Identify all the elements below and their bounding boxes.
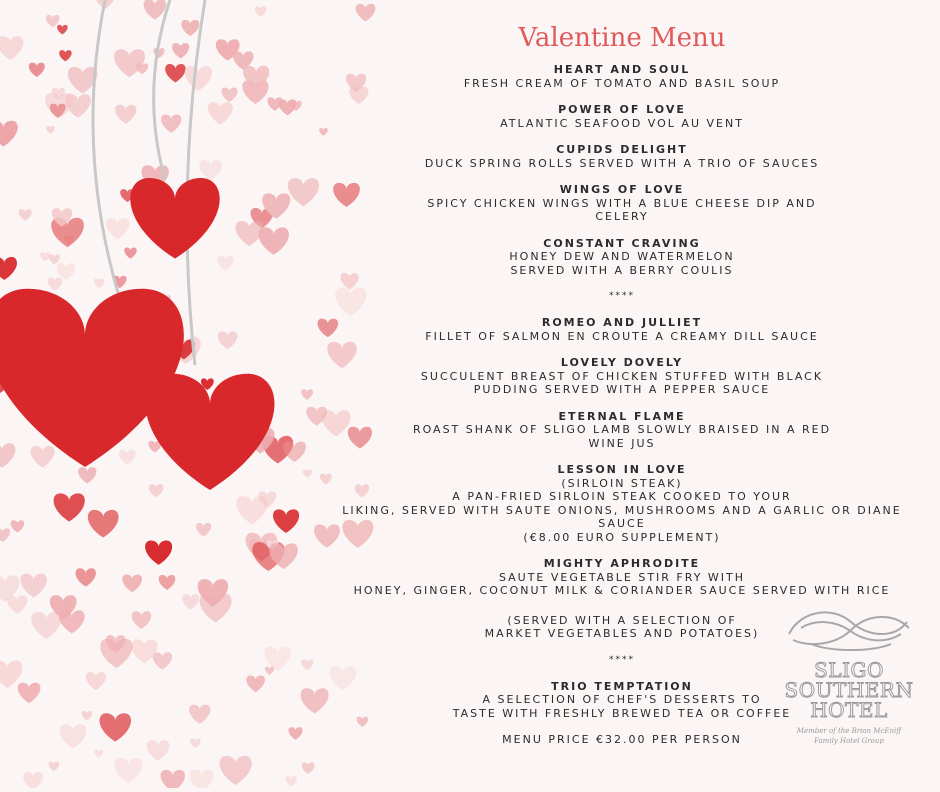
small-heart-icon bbox=[11, 520, 25, 532]
small-heart-icon bbox=[48, 278, 63, 291]
small-heart-icon bbox=[54, 493, 85, 521]
small-heart-icon bbox=[161, 115, 181, 133]
small-heart-icon bbox=[273, 509, 299, 533]
small-heart-icon bbox=[255, 6, 267, 17]
small-heart-icon bbox=[94, 750, 103, 758]
small-heart-icon bbox=[106, 218, 130, 239]
small-heart-icon bbox=[172, 43, 189, 58]
small-heart-icon bbox=[49, 254, 60, 264]
small-heart-icon bbox=[196, 523, 211, 537]
item-line: TASTE WITH FRESHLY BREWED TEA OR COFFEE bbox=[452, 706, 792, 720]
small-heart-icon bbox=[145, 540, 172, 564]
item-line: A PAN-FRIED SIRLOIN STEAK COOKED TO YOUR bbox=[452, 490, 792, 503]
small-heart-icon bbox=[18, 683, 41, 704]
logo-line: HOTEL bbox=[810, 698, 888, 722]
item-line: ROAST SHANK OF SLIGO LAMB SLOWLY BRAISED IN A RED bbox=[412, 423, 832, 436]
small-heart-icon bbox=[0, 257, 17, 280]
small-heart-icon bbox=[0, 36, 23, 60]
small-heart-icon bbox=[86, 672, 106, 690]
small-heart-icon bbox=[0, 528, 10, 542]
ribbon-string bbox=[154, 0, 170, 180]
small-heart-icon bbox=[356, 4, 376, 22]
small-heart-icon bbox=[199, 160, 222, 180]
small-heart-icon bbox=[57, 263, 76, 280]
small-heart-icon bbox=[31, 446, 55, 468]
small-heart-icon bbox=[46, 15, 60, 27]
small-heart-icon bbox=[46, 126, 55, 134]
small-heart-icon bbox=[122, 574, 142, 592]
ribbon-string bbox=[93, 0, 120, 300]
small-heart-icon bbox=[217, 256, 234, 271]
small-heart-icon bbox=[114, 758, 142, 783]
menu-item bbox=[318, 463, 926, 544]
small-heart-icon bbox=[40, 252, 50, 261]
item-line: HONEY, GINGER, COCONUT MILK & CORIANDER SAUCE SERVED WITH RICE bbox=[353, 584, 891, 597]
small-heart-icon bbox=[7, 595, 27, 613]
small-heart-icon bbox=[60, 724, 87, 748]
item-line: CELERY bbox=[595, 210, 649, 223]
item-line: PUDDING SERVED WITH A PEPPER SAUCE bbox=[473, 383, 771, 396]
small-heart-icon bbox=[218, 331, 238, 349]
separator: **** bbox=[609, 654, 635, 665]
menu-item bbox=[318, 410, 926, 451]
note-line: (SERVED WITH A SELECTION OF bbox=[507, 613, 737, 627]
item-line: SERVED WITH A BERRY COULIS bbox=[510, 263, 734, 277]
menu-item bbox=[318, 316, 926, 343]
item-line: FILLET OF SALMON EN CROUTE A CREAMY DILL SAUCE bbox=[425, 329, 819, 343]
large-heart-icon bbox=[0, 289, 184, 467]
item-line: SPICY CHICKEN WINGS WITH A BLUE CHEESE DIP AND bbox=[427, 196, 817, 210]
item-line: FRESH CREAM OF TOMATO AND BASIL SOUP bbox=[463, 76, 781, 90]
item-name: LESSON IN LOVE bbox=[557, 463, 687, 476]
menu-item bbox=[318, 183, 926, 224]
hotel-logo bbox=[778, 600, 920, 770]
item-name: ETERNAL FLAME bbox=[558, 409, 686, 423]
small-heart-icon bbox=[149, 484, 164, 497]
small-heart-icon bbox=[115, 105, 136, 124]
small-heart-icon bbox=[100, 713, 131, 741]
small-heart-icon bbox=[288, 727, 302, 740]
small-heart-icon bbox=[78, 467, 96, 483]
menu-section-starters bbox=[318, 63, 926, 277]
item-name: TRIO TEMPTATION bbox=[551, 679, 693, 693]
small-heart-icon bbox=[153, 652, 172, 670]
small-heart-icon bbox=[57, 25, 68, 35]
small-heart-icon bbox=[147, 740, 170, 760]
item-line: LIKING, SERVED WITH SAUTE ONIONS, MUSHROOMS AND A GARLIC OR DIANE SAUCE bbox=[342, 503, 902, 530]
item-name: HEART AND SOUL bbox=[553, 63, 691, 76]
menu-item bbox=[318, 143, 926, 170]
menu-item bbox=[318, 63, 926, 90]
small-heart-icon bbox=[23, 772, 43, 788]
small-heart-icon bbox=[190, 738, 201, 748]
small-heart-icon bbox=[301, 389, 313, 400]
small-heart-icon bbox=[189, 705, 210, 724]
item-line: SUCCULENT BREAST OF CHICKEN STUFFED WITH BLACK bbox=[420, 369, 824, 383]
small-heart-icon bbox=[220, 756, 252, 785]
small-heart-icon bbox=[159, 575, 176, 590]
small-heart-icon bbox=[208, 102, 233, 125]
large-heart-icon bbox=[146, 374, 275, 490]
menu-title: Valentine Menu bbox=[518, 23, 726, 53]
item-line: HONEY DEW AND WATERMELON bbox=[509, 250, 735, 263]
small-heart-icon bbox=[283, 441, 306, 462]
small-heart-icon bbox=[235, 221, 263, 246]
item-name: CONSTANT CRAVING bbox=[543, 236, 701, 250]
small-heart-icon bbox=[76, 568, 96, 586]
small-heart-icon bbox=[51, 218, 84, 247]
small-heart-icon bbox=[301, 659, 313, 670]
menu-item bbox=[318, 103, 926, 130]
small-heart-icon bbox=[119, 450, 136, 465]
item-line: DUCK SPRING ROLLS SERVED WITH A TRIO OF SAUCES bbox=[424, 156, 820, 170]
small-heart-icon bbox=[181, 20, 199, 36]
small-heart-icon bbox=[161, 770, 185, 788]
small-heart-icon bbox=[221, 87, 237, 101]
menu-price: MENU PRICE €32.00 PER PERSON bbox=[502, 733, 742, 746]
small-heart-icon bbox=[246, 675, 265, 692]
item-name: MIGHTY APHRODITE bbox=[543, 557, 701, 570]
large-heart-icon bbox=[130, 178, 219, 259]
small-heart-icon bbox=[94, 279, 104, 288]
small-heart-icon bbox=[302, 762, 315, 774]
item-line: WINE JUS bbox=[588, 436, 656, 450]
small-heart-icon bbox=[132, 611, 152, 629]
small-heart-icon bbox=[82, 711, 92, 720]
small-heart-icon bbox=[279, 99, 297, 115]
small-heart-icon bbox=[59, 50, 71, 61]
menu-item bbox=[318, 557, 926, 598]
small-heart-icon bbox=[0, 660, 23, 687]
item-name: POWER OF LOVE bbox=[558, 103, 686, 116]
separator: **** bbox=[609, 291, 635, 301]
logo-line: SLIGO bbox=[814, 658, 884, 682]
small-heart-icon bbox=[303, 469, 312, 477]
item-line: ATLANTIC SEAFOOD VOL AU VENT bbox=[500, 116, 744, 130]
menu-item bbox=[318, 356, 926, 397]
small-heart-icon bbox=[31, 612, 61, 639]
small-heart-icon bbox=[0, 443, 15, 467]
small-heart-icon bbox=[20, 574, 46, 598]
small-heart-icon bbox=[19, 209, 32, 221]
small-heart-icon bbox=[124, 247, 136, 258]
item-name: ROMEO AND JULLIET bbox=[541, 316, 703, 329]
logo-tagline bbox=[778, 726, 920, 746]
small-heart-icon bbox=[165, 64, 186, 82]
item-name: WINGS OF LOVE bbox=[559, 183, 685, 196]
menu-item bbox=[318, 237, 926, 278]
small-heart-icon bbox=[190, 770, 214, 788]
item-name: CUPIDS DELIGHT bbox=[556, 143, 688, 156]
small-heart-icon bbox=[286, 776, 297, 786]
small-heart-icon bbox=[182, 594, 199, 609]
tagline-line: Family Hotel Group bbox=[814, 737, 884, 745]
small-heart-icon bbox=[259, 227, 289, 254]
item-name: LOVELY DOVELY bbox=[560, 356, 684, 369]
small-heart-icon bbox=[185, 66, 212, 91]
small-heart-icon bbox=[288, 178, 319, 206]
small-heart-icon bbox=[0, 121, 18, 147]
note-line: MARKET VEGETABLES AND POTATOES) bbox=[484, 627, 760, 640]
menu-section-mains bbox=[318, 316, 926, 598]
tagline-line: Member of the Brian McEniff bbox=[796, 727, 902, 735]
small-heart-icon bbox=[49, 762, 60, 772]
small-heart-icon bbox=[29, 63, 45, 77]
small-heart-icon bbox=[144, 0, 167, 20]
swirl-logo-icon bbox=[781, 600, 917, 656]
item-line: (SIRLOIN STEAK) bbox=[561, 476, 683, 490]
logo-line: SOUTHERN bbox=[784, 678, 914, 702]
item-line: A SELECTION OF CHEF'S DESSERTS TO bbox=[482, 693, 762, 706]
small-heart-icon bbox=[114, 49, 145, 77]
item-line: SAUTE VEGETABLE STIR FRY WITH bbox=[498, 570, 746, 584]
small-heart-icon bbox=[88, 510, 119, 538]
item-line: (€8.00 EURO SUPPLEMENT) bbox=[523, 530, 721, 544]
small-heart-icon bbox=[265, 667, 274, 675]
